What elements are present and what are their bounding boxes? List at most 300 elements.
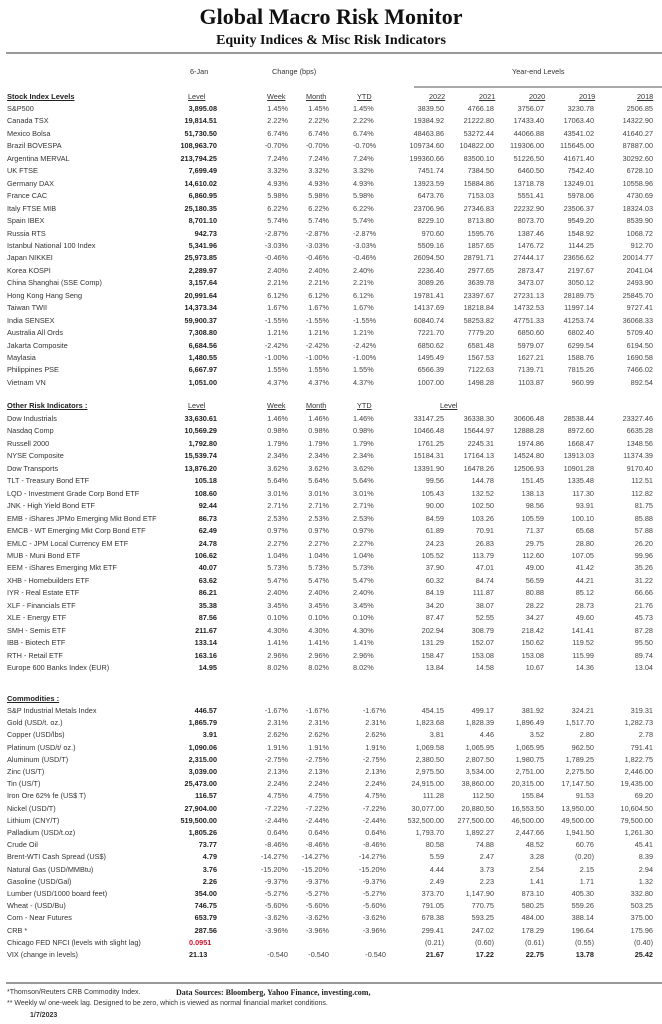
row-year-2020: 1.41	[529, 876, 544, 886]
table-row	[0, 215, 662, 227]
row-year-2022: 2.49	[429, 876, 444, 886]
row-level: 19,814.51	[184, 116, 217, 126]
row-year-2021: 27346.83	[463, 203, 494, 213]
table-row	[0, 103, 662, 115]
row-year-2021: 7153.03	[467, 191, 494, 201]
row-month-change: -0.46%	[305, 253, 329, 263]
row-ytd-change: 1.67%	[353, 303, 374, 313]
row-level: 3,157.64	[188, 278, 217, 288]
row-year-2020: 28.22	[525, 600, 544, 610]
row-name: RTH - Retail ETF	[7, 650, 63, 660]
table-row	[0, 277, 662, 289]
row-level: 4.79	[202, 852, 217, 862]
row-year-2018: 2,446.00	[624, 767, 653, 776]
row-month-change: 2.40%	[308, 265, 329, 275]
row-month-change: -1.00%	[305, 353, 329, 362]
row-level: 6,860.95	[188, 191, 217, 201]
row-week-change: 1.55%	[267, 365, 288, 375]
row-ytd-change: 1.46%	[353, 414, 374, 423]
row-week-change: 1.46%	[267, 414, 288, 423]
row-month-change: 1.45%	[308, 104, 329, 113]
row-year-2021: 7122.63	[467, 365, 494, 375]
row-year-2022: 3089.26	[417, 278, 444, 288]
row-year-2021: 770.75	[471, 901, 494, 911]
row-month-change: -5.27%	[305, 889, 329, 898]
row-year-2019: 3050.12	[567, 278, 594, 288]
row-year-2020: 484.00	[521, 913, 544, 923]
row-week-change: -1.00%	[264, 353, 288, 362]
row-year-2020: 29.75	[525, 538, 544, 548]
row-year-2019: 49.60	[575, 613, 594, 623]
row-ytd-change: -1.67%	[362, 706, 386, 715]
row-year-2018: 31.22	[634, 575, 653, 585]
row-name: Aluminum (USD/T)	[7, 754, 69, 764]
row-year-2019: 6299.54	[567, 340, 594, 350]
row-year-2020: 1627.21	[517, 353, 544, 362]
row-level: 354.00	[194, 889, 217, 898]
row-year-2021: 52.55	[475, 613, 494, 623]
row-year-2021: 1567.53	[467, 353, 494, 362]
row-year-2020: 112.60	[522, 550, 544, 560]
row-ytd-change: 2.34%	[353, 451, 374, 461]
table-row	[0, 165, 662, 177]
row-level: 15,539.74	[184, 451, 217, 461]
row-level: 92.44	[198, 501, 217, 511]
row-level: 25,180.35	[184, 203, 217, 213]
table-row	[0, 252, 662, 264]
row-level: 105.18	[194, 476, 217, 486]
row-year-2019: 2.80	[579, 730, 594, 740]
row-week-change: -3.96%	[264, 925, 288, 935]
row-week-change: 0.97%	[267, 526, 288, 536]
row-year-2019: 7815.26	[567, 365, 594, 375]
row-ytd-change: -1.00%	[353, 353, 377, 362]
row-year-2018: 2.94	[638, 864, 653, 874]
row-year-2021: 21222.80	[463, 116, 494, 126]
row-name: Brent-WTI Cash Spread (US$)	[7, 852, 106, 862]
row-year-2019: 41671.40	[563, 153, 594, 163]
row-year-2018: 892.54	[630, 377, 653, 387]
row-month-change: 1.67%	[308, 303, 329, 313]
row-year-2022: 1,793.70	[415, 828, 444, 837]
row-year-2019: 100.10	[571, 513, 594, 523]
row-week-change: -0.46%	[264, 253, 288, 263]
row-year-2020: 12506.93	[513, 463, 544, 473]
row-level: 6,684.56	[188, 340, 217, 350]
row-level: 108,963.70	[180, 141, 217, 151]
row-year-2018: 36068.33	[622, 315, 653, 325]
table-row	[0, 140, 662, 152]
row-year-2021: 15884.86	[463, 178, 494, 188]
row-level: 3.91	[202, 730, 217, 740]
row-level: 3,039.00	[188, 767, 217, 776]
row-month-change: 1.04%	[308, 550, 329, 560]
table-row	[0, 839, 662, 851]
row-year-2018: 23327.46	[622, 414, 653, 423]
row-year-2022: 970.60	[421, 228, 444, 238]
row-year-2020: 218.42	[521, 625, 544, 635]
row-year-2021: 2.47	[479, 852, 494, 862]
row-week-change: 6.74%	[267, 128, 288, 138]
row-ytd-change: 2.13%	[365, 767, 386, 776]
row-year-2019: 1588.76	[567, 353, 594, 362]
other-section-title: Other Risk Indicators :	[7, 401, 88, 410]
row-name: Gasoline (USD/Gal)	[7, 876, 72, 886]
row-year-2019: 13,950.00	[561, 803, 594, 813]
row-week-change: -8.46%	[264, 840, 288, 850]
row-year-2019: 17,147.50	[561, 779, 594, 789]
row-year-2021: 53272.44	[463, 128, 494, 138]
row-name: Tin (US/T)	[7, 779, 41, 789]
row-year-2022: 99.56	[425, 476, 444, 486]
row-level: 27,904.00	[184, 803, 217, 813]
row-month-change: 7.24%	[308, 153, 329, 163]
row-week-change: 0.10%	[267, 613, 288, 623]
row-year-2022: 454.15	[421, 706, 444, 715]
row-year-2019: 3230.78	[567, 104, 594, 113]
row-month-change: 2.34%	[308, 451, 329, 461]
row-ytd-change: 2.27%	[353, 538, 374, 548]
row-ytd-change: -7.22%	[362, 803, 386, 813]
row-year-2020: 7139.71	[517, 365, 544, 375]
row-year-2020: 12888.28	[513, 426, 544, 436]
row-year-2018: 2.78	[638, 730, 653, 740]
year-header-2019: 2019	[579, 92, 596, 101]
row-ytd-change: -0.540	[365, 950, 386, 959]
row-month-change: 6.12%	[308, 290, 329, 300]
row-year-2020: 98.56	[525, 501, 544, 511]
row-name: EMB - iShares JPMo Emerging Mkt Bond ETF	[7, 513, 157, 523]
row-week-change: 2.34%	[267, 451, 288, 461]
row-name: IYR - Real Estate ETF	[7, 588, 80, 598]
row-week-change: -1.55%	[264, 315, 288, 325]
row-year-2018: 319.31	[630, 706, 653, 715]
row-year-2022: 532,500.00	[407, 815, 444, 825]
row-level: 0.0951	[189, 937, 212, 947]
table-row	[0, 790, 662, 802]
row-year-2021: 4766.18	[467, 104, 494, 113]
row-year-2022: 678.38	[421, 913, 444, 923]
table-row	[0, 888, 662, 900]
row-ytd-change: 2.40%	[353, 265, 374, 275]
row-month-change: 3.62%	[308, 463, 329, 473]
row-year-2018: 2506.85	[626, 104, 653, 113]
row-year-2018: 85.88	[634, 513, 653, 523]
row-year-2021: 28791.71	[463, 253, 494, 263]
row-month-change: 4.30%	[308, 625, 329, 635]
row-year-2020: 1,896.49	[515, 718, 544, 728]
row-level: 10,569.29	[184, 426, 217, 436]
row-ytd-change: 5.47%	[353, 575, 374, 585]
row-level: 20,991.64	[184, 290, 217, 300]
row-year-2022: 158.47	[421, 650, 444, 660]
row-week-change: 2.40%	[267, 588, 288, 598]
row-ytd-change: 1.21%	[353, 328, 374, 338]
data-sources: Data Sources: Bloomberg, Yahoo Finance, investing.com,	[176, 988, 371, 997]
row-name: JNK - High Yield Bond ETF	[7, 501, 96, 511]
row-month-change: 5.73%	[308, 563, 329, 573]
row-month-change: 3.45%	[308, 600, 329, 610]
row-year-2020: 16,553.50	[511, 803, 544, 813]
row-year-2020: 17433.40	[513, 116, 544, 126]
row-year-2022: 15184.31	[413, 451, 444, 461]
table-row	[0, 228, 662, 240]
row-week-change: 2.62%	[267, 730, 288, 740]
table-row	[0, 302, 662, 314]
row-year-2019: 119.52	[572, 638, 594, 648]
row-level: 40.07	[198, 563, 217, 573]
row-year-2019: 49,500.00	[561, 815, 594, 825]
row-year-2021: 36338.30	[463, 414, 494, 423]
row-year-2019: 44.21	[575, 575, 594, 585]
row-name: S&P500	[7, 104, 34, 113]
row-year-2018: 95.50	[634, 638, 653, 648]
row-year-2020: 2,447.66	[515, 828, 544, 837]
row-year-2019: 91.53	[575, 791, 594, 801]
row-year-2018: 1,822.75	[624, 754, 653, 764]
row-year-2019: 85.12	[575, 588, 594, 598]
row-year-2022: 105.43	[421, 488, 444, 498]
row-level: 7,699.49	[188, 166, 217, 176]
row-name: India SENSEX	[7, 315, 55, 325]
row-level: 13,876.20	[184, 463, 217, 473]
row-year-2019: 2197.67	[567, 265, 594, 275]
row-year-2018: 112.82	[631, 488, 653, 498]
table-row	[0, 803, 662, 815]
row-year-2018: 1348.56	[626, 438, 653, 448]
row-year-2020: 56.59	[525, 575, 544, 585]
commodities-section-title: Commodities :	[7, 694, 60, 703]
row-name: VIX (change in levels)	[7, 950, 78, 959]
row-level: 59,900.37	[184, 315, 217, 325]
row-year-2018: 25.42	[634, 950, 653, 959]
row-level: 35.38	[198, 600, 217, 610]
row-name: Jakarta Composite	[7, 340, 68, 350]
row-name: Lumber (USD/1000 board feet)	[7, 889, 108, 898]
row-ytd-change: 2.21%	[353, 278, 374, 288]
table-row	[0, 729, 662, 741]
row-year-2019: 107.05	[571, 550, 594, 560]
row-year-2018: 26.20	[634, 538, 653, 548]
table-row	[0, 827, 662, 839]
other-month-header: Month	[306, 401, 327, 410]
row-year-2018: 66.66	[634, 588, 653, 598]
row-year-2018: 11374.39	[623, 451, 653, 461]
row-level: 14,373.34	[184, 303, 217, 313]
row-year-2018: 2041.04	[626, 265, 653, 275]
row-year-2020: 48.52	[525, 840, 544, 850]
table-row	[0, 754, 662, 766]
level-header: Level	[188, 92, 206, 101]
date-header: 6-Jan	[190, 67, 209, 76]
row-year-2022: 30,077.00	[411, 803, 444, 813]
row-year-2020: 13718.78	[513, 178, 544, 188]
table-row	[0, 562, 662, 574]
row-year-2019: 388.14	[571, 913, 594, 923]
row-ytd-change: 2.71%	[353, 501, 374, 511]
row-week-change: 1.67%	[267, 303, 288, 313]
row-year-2019: 2.15	[579, 864, 594, 874]
row-year-2022: 61.89	[425, 526, 444, 536]
row-year-2021: 103.26	[471, 513, 494, 523]
row-name: Hong Kong Hang Seng	[7, 290, 83, 300]
table-row	[0, 742, 662, 754]
row-year-2018: 20014.77	[622, 253, 653, 263]
table-row	[0, 937, 662, 949]
table-row	[0, 925, 662, 937]
other-week-header: Week	[267, 401, 286, 410]
row-month-change: 8.02%	[308, 663, 329, 672]
row-week-change: 2.31%	[267, 718, 288, 728]
row-year-2019: 117.30	[572, 488, 594, 498]
row-level: 2,315.00	[188, 754, 217, 764]
row-ytd-change: 1.41%	[353, 638, 374, 648]
row-month-change: -1.55%	[305, 315, 329, 325]
row-year-2019: 41.42	[575, 563, 594, 573]
row-month-change: -9.37%	[305, 876, 329, 886]
report-subtitle: Equity Indices & Misc Risk Indicators	[216, 33, 446, 48]
table-row	[0, 637, 662, 649]
row-ytd-change: -2.42%	[353, 340, 377, 350]
row-year-2020: 580.25	[521, 901, 544, 911]
row-week-change: 6.22%	[267, 203, 288, 213]
row-year-2018: 13.04	[634, 663, 653, 672]
row-week-change: -15.20%	[260, 864, 288, 874]
row-month-change: -2.87%	[305, 228, 329, 238]
row-month-change: -0.70%	[305, 141, 329, 151]
table-row	[0, 240, 662, 252]
row-year-2018: 4730.69	[626, 191, 653, 201]
row-year-2019: (0.55)	[574, 937, 594, 947]
row-year-2019: 23506.37	[563, 203, 594, 213]
row-level: 8,701.10	[188, 216, 217, 226]
row-name: XLE - Energy ETF	[7, 613, 67, 623]
row-week-change: 0.98%	[267, 426, 288, 436]
row-year-2019: 17063.40	[563, 116, 594, 126]
row-name: Korea KOSPI	[7, 265, 51, 275]
row-year-2022: 199360.66	[409, 153, 444, 163]
row-month-change: -2.75%	[305, 754, 329, 764]
row-year-2018: 35.26	[634, 563, 653, 573]
table-row	[0, 115, 662, 127]
row-week-change: 1.04%	[267, 550, 288, 560]
row-year-2022: 2236.40	[417, 265, 444, 275]
row-level: 108.60	[194, 488, 217, 498]
row-month-change: 2.13%	[308, 767, 329, 776]
row-year-2019: 13913.03	[563, 451, 594, 461]
row-year-2018: 45.41	[634, 840, 653, 850]
row-year-2019: 115.99	[572, 650, 594, 660]
row-year-2022: 1761.25	[417, 438, 444, 448]
row-week-change: -9.37%	[264, 876, 288, 886]
row-year-2022: 48463.86	[413, 128, 444, 138]
row-level: 746.75	[194, 901, 217, 911]
table-row	[0, 662, 662, 674]
row-level: 942.73	[194, 228, 217, 238]
row-month-change: 2.21%	[308, 278, 329, 288]
row-year-2020: 5551.41	[517, 191, 544, 201]
row-ytd-change: 0.98%	[353, 426, 374, 436]
row-year-2021: 111.87	[472, 588, 494, 598]
row-level: 5,341.96	[188, 240, 217, 250]
row-ytd-change: 1.55%	[353, 365, 374, 375]
row-week-change: 1.41%	[267, 638, 288, 648]
row-year-2021: 277,500.00	[457, 815, 494, 825]
row-year-2020: 381.92	[521, 706, 544, 715]
row-year-2019: 9549.20	[567, 216, 594, 226]
row-name: Europe 600 Banks Index (EUR)	[7, 663, 110, 672]
row-year-2022: 2,380.50	[415, 754, 444, 764]
row-week-change: 1.79%	[267, 438, 288, 448]
row-name: Iron Ore 62% fe (US$ T)	[7, 791, 86, 801]
row-year-2021: 8713.80	[467, 216, 494, 226]
row-name: Nasdaq Comp	[7, 426, 54, 436]
row-year-2020: 1387.46	[517, 228, 544, 238]
row-month-change: 1.55%	[308, 365, 329, 375]
row-month-change: 2.71%	[308, 501, 329, 511]
row-ytd-change: 6.12%	[353, 290, 374, 300]
row-year-2019: 1144.25	[568, 240, 594, 250]
other-ytd-header: YTD	[357, 401, 372, 410]
row-year-2019: (0.20)	[574, 852, 594, 862]
table-row	[0, 265, 662, 277]
row-name: Russell 2000	[7, 438, 50, 448]
row-level: 519,500.00	[180, 815, 217, 825]
row-week-change: 7.24%	[267, 153, 288, 163]
row-month-change: 0.98%	[308, 426, 329, 436]
row-year-2021: 2977.65	[467, 265, 494, 275]
row-year-2020: 49.00	[525, 563, 544, 573]
row-name: Argentina MERVAL	[7, 153, 70, 163]
year-header-2021: 2021	[479, 92, 496, 101]
row-year-2018: 503.25	[630, 901, 653, 911]
row-year-2018: 912.70	[630, 240, 653, 250]
row-level: 163.16	[194, 650, 217, 660]
table-row	[0, 364, 662, 376]
row-year-2019: 43541.02	[563, 128, 594, 138]
row-year-2022: 109734.60	[409, 141, 444, 151]
row-year-2021: 15644.97	[463, 426, 494, 436]
row-year-2022: 84.59	[425, 513, 444, 523]
row-month-change: 6.74%	[308, 128, 329, 138]
change-header: Change (bps)	[272, 67, 317, 76]
row-year-2018: 9170.40	[626, 463, 653, 473]
table-row	[0, 949, 662, 961]
table-row	[0, 327, 662, 339]
row-ytd-change: -3.96%	[362, 925, 386, 935]
row-year-2020: 2873.47	[517, 265, 544, 275]
row-year-2020: 1,065.95	[515, 742, 544, 752]
row-month-change: -3.62%	[305, 913, 329, 923]
row-year-2022: 299.41	[421, 925, 444, 935]
row-name: Germany DAX	[7, 178, 55, 188]
row-year-2021: 17164.13	[463, 451, 494, 461]
row-ytd-change: 2.24%	[365, 779, 386, 789]
row-ytd-change: 0.97%	[353, 526, 374, 536]
table-row	[0, 625, 662, 637]
table-row	[0, 612, 662, 624]
row-year-2018: 8.39	[638, 852, 653, 862]
row-year-2019: 1,941.50	[565, 828, 594, 837]
row-year-2018: 9727.41	[626, 303, 653, 313]
other-level2-header: Level	[440, 401, 458, 410]
row-ytd-change: 4.75%	[365, 791, 386, 801]
row-level: 1,090.06	[188, 742, 217, 752]
row-ytd-change: -5.60%	[362, 901, 386, 911]
row-ytd-change: 2.62%	[365, 730, 386, 740]
row-year-2022: 14137.69	[413, 303, 444, 313]
row-week-change: 3.32%	[267, 166, 288, 176]
